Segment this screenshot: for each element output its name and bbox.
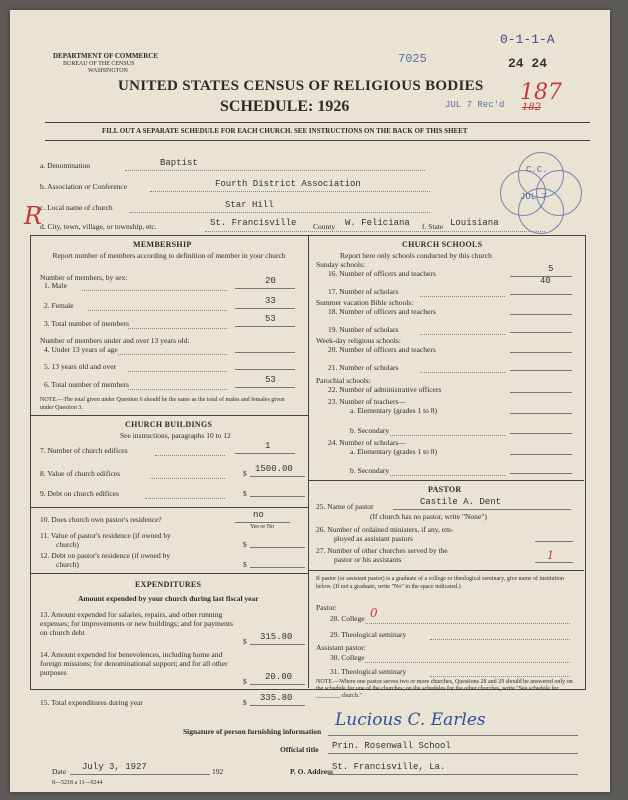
membership-note: NOTE.—The total given under Question 6 should be the same as the total of males and females given under Question 3. bbox=[40, 397, 285, 411]
department-name: DEPARTMENT OF COMMERCE bbox=[53, 52, 159, 60]
received-date-stamp: JUL 7 Rec'd bbox=[445, 100, 505, 110]
pastor-multiple-note: NOTE.—Where one pastor serves two or more churches, Questions 28 and 29 should be answered only on the schedule for one of the churches; on the schedules for the other churches, write "See schedule for ________ church." bbox=[316, 679, 573, 699]
dollar-sign-q13: $ bbox=[243, 637, 247, 646]
q26-label: 26. Number of ordained ministers, if any, em- ployed as assistant pastors bbox=[316, 525, 454, 543]
q15-value[interactable]: 335.80 bbox=[260, 693, 293, 703]
q22-label: 22. Number of administrative officers bbox=[328, 385, 442, 394]
struck-number: 182 bbox=[522, 102, 542, 113]
q27-red-mark: 1 bbox=[547, 549, 554, 562]
expenditures-intro: Amount expended by your church during last fiscal year bbox=[78, 594, 259, 603]
pastor-sub-label: Pastor: bbox=[316, 603, 337, 612]
summer-schools-label: Summer vacation Bible schools: bbox=[316, 298, 414, 307]
q8-label: 8. Value of church edifices bbox=[40, 469, 121, 478]
buildings-instruction: See instructions, paragraphs 10 to 12 bbox=[120, 431, 231, 440]
stamp-date: JUL 7 bbox=[520, 192, 548, 202]
q21-label: 21. Number of scholars bbox=[328, 363, 399, 372]
date-label: Date bbox=[52, 767, 67, 776]
q25-label: 25. Name of pastor bbox=[316, 502, 374, 511]
parochial-schools-label: Parochial schools: bbox=[316, 376, 371, 385]
date-year-suffix: 192 bbox=[212, 767, 224, 776]
membership-intro: Report number of members according to definition of member in your church bbox=[52, 251, 286, 260]
form-code-stamp: 0-1-1-A bbox=[500, 32, 555, 47]
q8-value[interactable]: 1500.00 bbox=[255, 464, 293, 474]
pastor-education-note: If pastor (or assistant pastor) is a graduate of a college or theological seminary, give name of institution below. (If not a graduate, write "No" in the space indicated.) bbox=[316, 576, 564, 590]
instruction-line: FILL OUT A SEPARATE SCHEDULE FOR EACH CHURCH. SEE INSTRUCTIONS ON THE BACK OF THIS SHEET bbox=[102, 127, 468, 135]
state-value[interactable]: Louisiana bbox=[450, 218, 499, 228]
official-title-value[interactable]: Prin. Rosenwall School bbox=[332, 741, 451, 751]
q29-label: 29. Theological seminary bbox=[330, 630, 407, 639]
association-value[interactable]: Fourth District Association bbox=[215, 179, 361, 189]
church-schools-heading: CHURCH SCHOOLS bbox=[402, 240, 483, 249]
q17-label: 17. Number of scholars bbox=[328, 287, 399, 296]
town-value[interactable]: St. Francisville bbox=[210, 218, 297, 228]
denomination-value[interactable]: Baptist bbox=[160, 158, 198, 168]
county-label: County bbox=[313, 222, 336, 231]
q14-value[interactable]: 20.00 bbox=[265, 672, 293, 682]
q19-label: 19. Number of scholars bbox=[328, 325, 399, 334]
pastor-name-value[interactable]: Castile A. Dent bbox=[420, 497, 502, 507]
red-r-mark: R bbox=[24, 202, 43, 230]
q9-label: 9. Debt on church edifices bbox=[40, 489, 119, 498]
q1-male-label: 1. Male bbox=[44, 281, 67, 290]
q6-total-label: 6. Total number of members bbox=[44, 380, 129, 389]
state-label: f. State bbox=[422, 222, 444, 231]
handwritten-187: 187 bbox=[520, 80, 562, 105]
q24b-label: b. Secondary bbox=[350, 466, 390, 475]
dollar-sign-q12: $ bbox=[243, 560, 247, 569]
po-address-value[interactable]: St. Francisville, La. bbox=[332, 762, 446, 772]
q11-label: 11. Value of pastor's residence (if owned by church) bbox=[40, 531, 171, 549]
q2-female-label: 2. Female bbox=[44, 301, 74, 310]
po-address-label: P. O. Address bbox=[290, 767, 333, 776]
q13-value[interactable]: 315.80 bbox=[260, 632, 293, 642]
q3-total-value[interactable]: 53 bbox=[265, 314, 276, 324]
q4-under13-label: 4. Under 13 years of age bbox=[44, 345, 118, 354]
q14-label: 14. Amount expended for benevolences, including home and foreign missions; for denominational support; and for all other purposes bbox=[40, 650, 228, 677]
membership-heading: MEMBERSHIP bbox=[133, 240, 192, 249]
q27-label: 27. Number of other churches served by the pastor or his assistants bbox=[316, 546, 448, 564]
q24-label: 24. Number of scholars— bbox=[328, 438, 406, 447]
q2-female-value[interactable]: 33 bbox=[265, 296, 276, 306]
bureau-city: WASHINGTON bbox=[88, 68, 128, 74]
members-by-sex-label: Number of members, by sex: bbox=[40, 273, 128, 282]
bureau-name: BUREAU OF THE CENSUS bbox=[63, 61, 135, 67]
q15-label: 15. Total expenditures during year bbox=[40, 698, 143, 707]
q6-total-value[interactable]: 53 bbox=[265, 375, 276, 385]
q28-red-mark: 0 bbox=[370, 606, 378, 620]
stamp-initials: C.C. bbox=[526, 165, 548, 175]
date-value[interactable]: July 3, 1927 bbox=[82, 762, 147, 772]
dollar-sign-q14: $ bbox=[243, 677, 247, 686]
stamp-24-24: 24 24 bbox=[508, 56, 548, 71]
q12-label: 12. Debt on pastor's residence (if owned by church) bbox=[40, 551, 171, 569]
association-label: b. Association or Conference bbox=[40, 182, 128, 191]
q23b-label: b. Secondary bbox=[350, 426, 390, 435]
q16-value[interactable]: 5 bbox=[548, 264, 554, 274]
dollar-sign-q15: $ bbox=[243, 698, 247, 707]
members-by-age-label: Number of members under and over 13 years old: bbox=[40, 336, 190, 345]
dollar-sign-q8: $ bbox=[243, 469, 247, 478]
q13-label: 13. Amount expended for salaries, repairs, and other running expenses; for improvements or new buildings; and for payments on church debt bbox=[40, 610, 233, 637]
q1-male-value[interactable]: 20 bbox=[265, 276, 276, 286]
form-title: UNITED STATES CENSUS OF RELIGIOUS BODIES bbox=[118, 78, 484, 94]
q17-value[interactable]: 40 bbox=[540, 276, 551, 286]
q10-label: 10. Does church own pastor's residence? bbox=[40, 515, 162, 524]
q25-note: (If church has no pastor, write "None") bbox=[370, 512, 487, 521]
denomination-label: a. Denomination bbox=[40, 161, 90, 170]
signature-value: Lucious C. Earles bbox=[335, 710, 486, 730]
clover-date-stamp bbox=[500, 152, 580, 232]
q20-label: 20. Number of officers and teachers bbox=[328, 345, 436, 354]
official-title-label: Official title bbox=[280, 745, 319, 754]
dollar-sign-q11: $ bbox=[243, 540, 247, 549]
assistant-pastor-label: Assistant pastor: bbox=[316, 643, 366, 652]
q18-label: 18. Number of officers and teachers bbox=[328, 307, 436, 316]
expenditures-heading: EXPENDITURES bbox=[135, 580, 202, 589]
form-print-code: 8—5218 a 11—9244 bbox=[52, 780, 103, 786]
q16-label: 16. Number of officers and teachers bbox=[328, 269, 436, 278]
county-value[interactable]: W. Feliciana bbox=[345, 218, 410, 228]
q31-label: 31. Theological seminary bbox=[330, 667, 407, 676]
q5-13-over-label: 5. 13 years old and over bbox=[44, 362, 117, 371]
q30-label: 30. College bbox=[330, 653, 365, 662]
census-form-page bbox=[10, 10, 610, 792]
pastor-heading: PASTOR bbox=[428, 485, 462, 494]
q23-label: 23. Number of teachers— bbox=[328, 397, 406, 406]
q7-value[interactable]: 1 bbox=[265, 441, 271, 451]
sunday-schools-label: Sunday schools: bbox=[316, 260, 365, 269]
dollar-sign-q9: $ bbox=[243, 489, 247, 498]
location-label: d. City, town, village, or township, etc. bbox=[40, 222, 157, 231]
q3-total-label: 3. Total number of members bbox=[44, 319, 129, 328]
signature-label: Signature of person furnishing information bbox=[183, 727, 322, 736]
q7-label: 7. Number of church edifices bbox=[40, 446, 128, 455]
yes-or-no-hint: Yes or No bbox=[250, 524, 275, 530]
q23a-label: a. Elementary (grades 1 to 8) bbox=[350, 406, 438, 415]
q24a-label: a. Elementary (grades 1 to 8) bbox=[350, 447, 438, 456]
local-name-label: c. Local name of church bbox=[40, 203, 113, 212]
weekday-schools-label: Week-day religious schools: bbox=[316, 336, 401, 345]
stamp-number-7025: 7025 bbox=[398, 52, 427, 66]
q10-value[interactable]: no bbox=[253, 510, 264, 520]
schools-intro: Report here only schools conducted by this church bbox=[340, 251, 492, 260]
church-buildings-heading: CHURCH BUILDINGS bbox=[125, 420, 213, 429]
q28-label: 28. College bbox=[330, 614, 365, 623]
form-schedule: SCHEDULE: 1926 bbox=[220, 98, 350, 115]
local-name-value[interactable]: Star Hill bbox=[225, 200, 274, 210]
